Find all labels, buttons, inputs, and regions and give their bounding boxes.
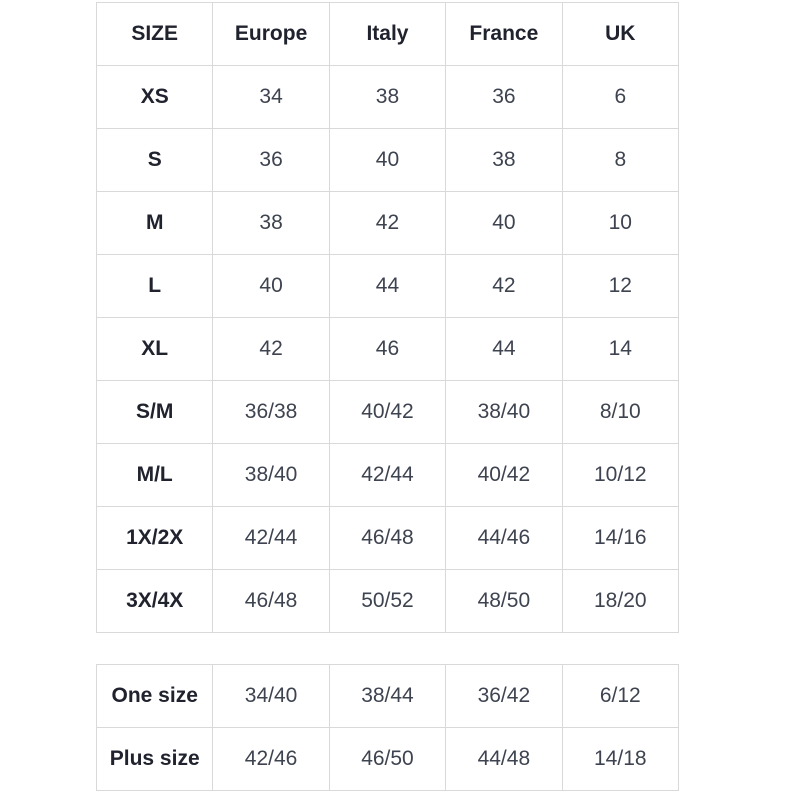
size-value: 44/46 <box>446 507 562 570</box>
size-value: 48/50 <box>446 570 562 633</box>
table-row <box>97 665 679 728</box>
size-conversion-table-special <box>96 664 679 791</box>
size-value: 40 <box>446 192 562 255</box>
size-value: 6 <box>562 66 678 129</box>
size-value: 44 <box>446 318 562 381</box>
size-value: 36 <box>446 66 562 129</box>
size-value: 38 <box>446 129 562 192</box>
table-row <box>97 381 679 444</box>
size-label: L <box>97 255 213 318</box>
size-value: 38/40 <box>213 444 329 507</box>
header-row <box>97 3 679 66</box>
size-value: 46/50 <box>329 728 445 791</box>
size-table-head <box>97 3 679 66</box>
size-value: 38/40 <box>446 381 562 444</box>
size-value: 42 <box>446 255 562 318</box>
size-value: 38 <box>213 192 329 255</box>
table-row <box>97 318 679 381</box>
column-header: SIZE <box>97 3 213 66</box>
size-value: 40 <box>329 129 445 192</box>
size-value: 34 <box>213 66 329 129</box>
size-label: Plus size <box>97 728 213 791</box>
size-value: 38 <box>329 66 445 129</box>
special-table-body <box>97 665 679 791</box>
table-row <box>97 255 679 318</box>
size-label: M/L <box>97 444 213 507</box>
table-row <box>97 507 679 570</box>
size-value: 10 <box>562 192 678 255</box>
size-value: 14/16 <box>562 507 678 570</box>
size-value: 42 <box>213 318 329 381</box>
size-value: 42/44 <box>213 507 329 570</box>
column-header: Italy <box>329 3 445 66</box>
size-value: 6/12 <box>562 665 678 728</box>
table-row <box>97 570 679 633</box>
size-value: 40/42 <box>446 444 562 507</box>
column-header: UK <box>562 3 678 66</box>
size-label: XL <box>97 318 213 381</box>
size-value: 46/48 <box>329 507 445 570</box>
size-label: S <box>97 129 213 192</box>
size-label: M <box>97 192 213 255</box>
size-value: 44/48 <box>446 728 562 791</box>
size-value: 36/42 <box>446 665 562 728</box>
size-value: 38/44 <box>329 665 445 728</box>
size-label: XS <box>97 66 213 129</box>
table-row <box>97 66 679 129</box>
size-value: 40/42 <box>329 381 445 444</box>
size-value: 50/52 <box>329 570 445 633</box>
size-value: 46 <box>329 318 445 381</box>
size-value: 10/12 <box>562 444 678 507</box>
size-value: 14/18 <box>562 728 678 791</box>
size-value: 36/38 <box>213 381 329 444</box>
size-value: 42 <box>329 192 445 255</box>
size-value: 42/46 <box>213 728 329 791</box>
size-value: 8/10 <box>562 381 678 444</box>
size-conversion-charts <box>96 2 679 791</box>
table-row <box>97 728 679 791</box>
column-header: Europe <box>213 3 329 66</box>
size-value: 14 <box>562 318 678 381</box>
size-value: 34/40 <box>213 665 329 728</box>
size-value: 40 <box>213 255 329 318</box>
size-label: 3X/4X <box>97 570 213 633</box>
size-label: One size <box>97 665 213 728</box>
size-conversion-table-main <box>96 2 679 633</box>
table-row <box>97 129 679 192</box>
table-row <box>97 444 679 507</box>
size-value: 8 <box>562 129 678 192</box>
size-value: 46/48 <box>213 570 329 633</box>
size-value: 44 <box>329 255 445 318</box>
size-value: 12 <box>562 255 678 318</box>
size-value: 36 <box>213 129 329 192</box>
column-header: France <box>446 3 562 66</box>
size-value: 42/44 <box>329 444 445 507</box>
size-label: S/M <box>97 381 213 444</box>
table-row <box>97 192 679 255</box>
size-value: 18/20 <box>562 570 678 633</box>
size-table-body <box>97 66 679 633</box>
size-label: 1X/2X <box>97 507 213 570</box>
